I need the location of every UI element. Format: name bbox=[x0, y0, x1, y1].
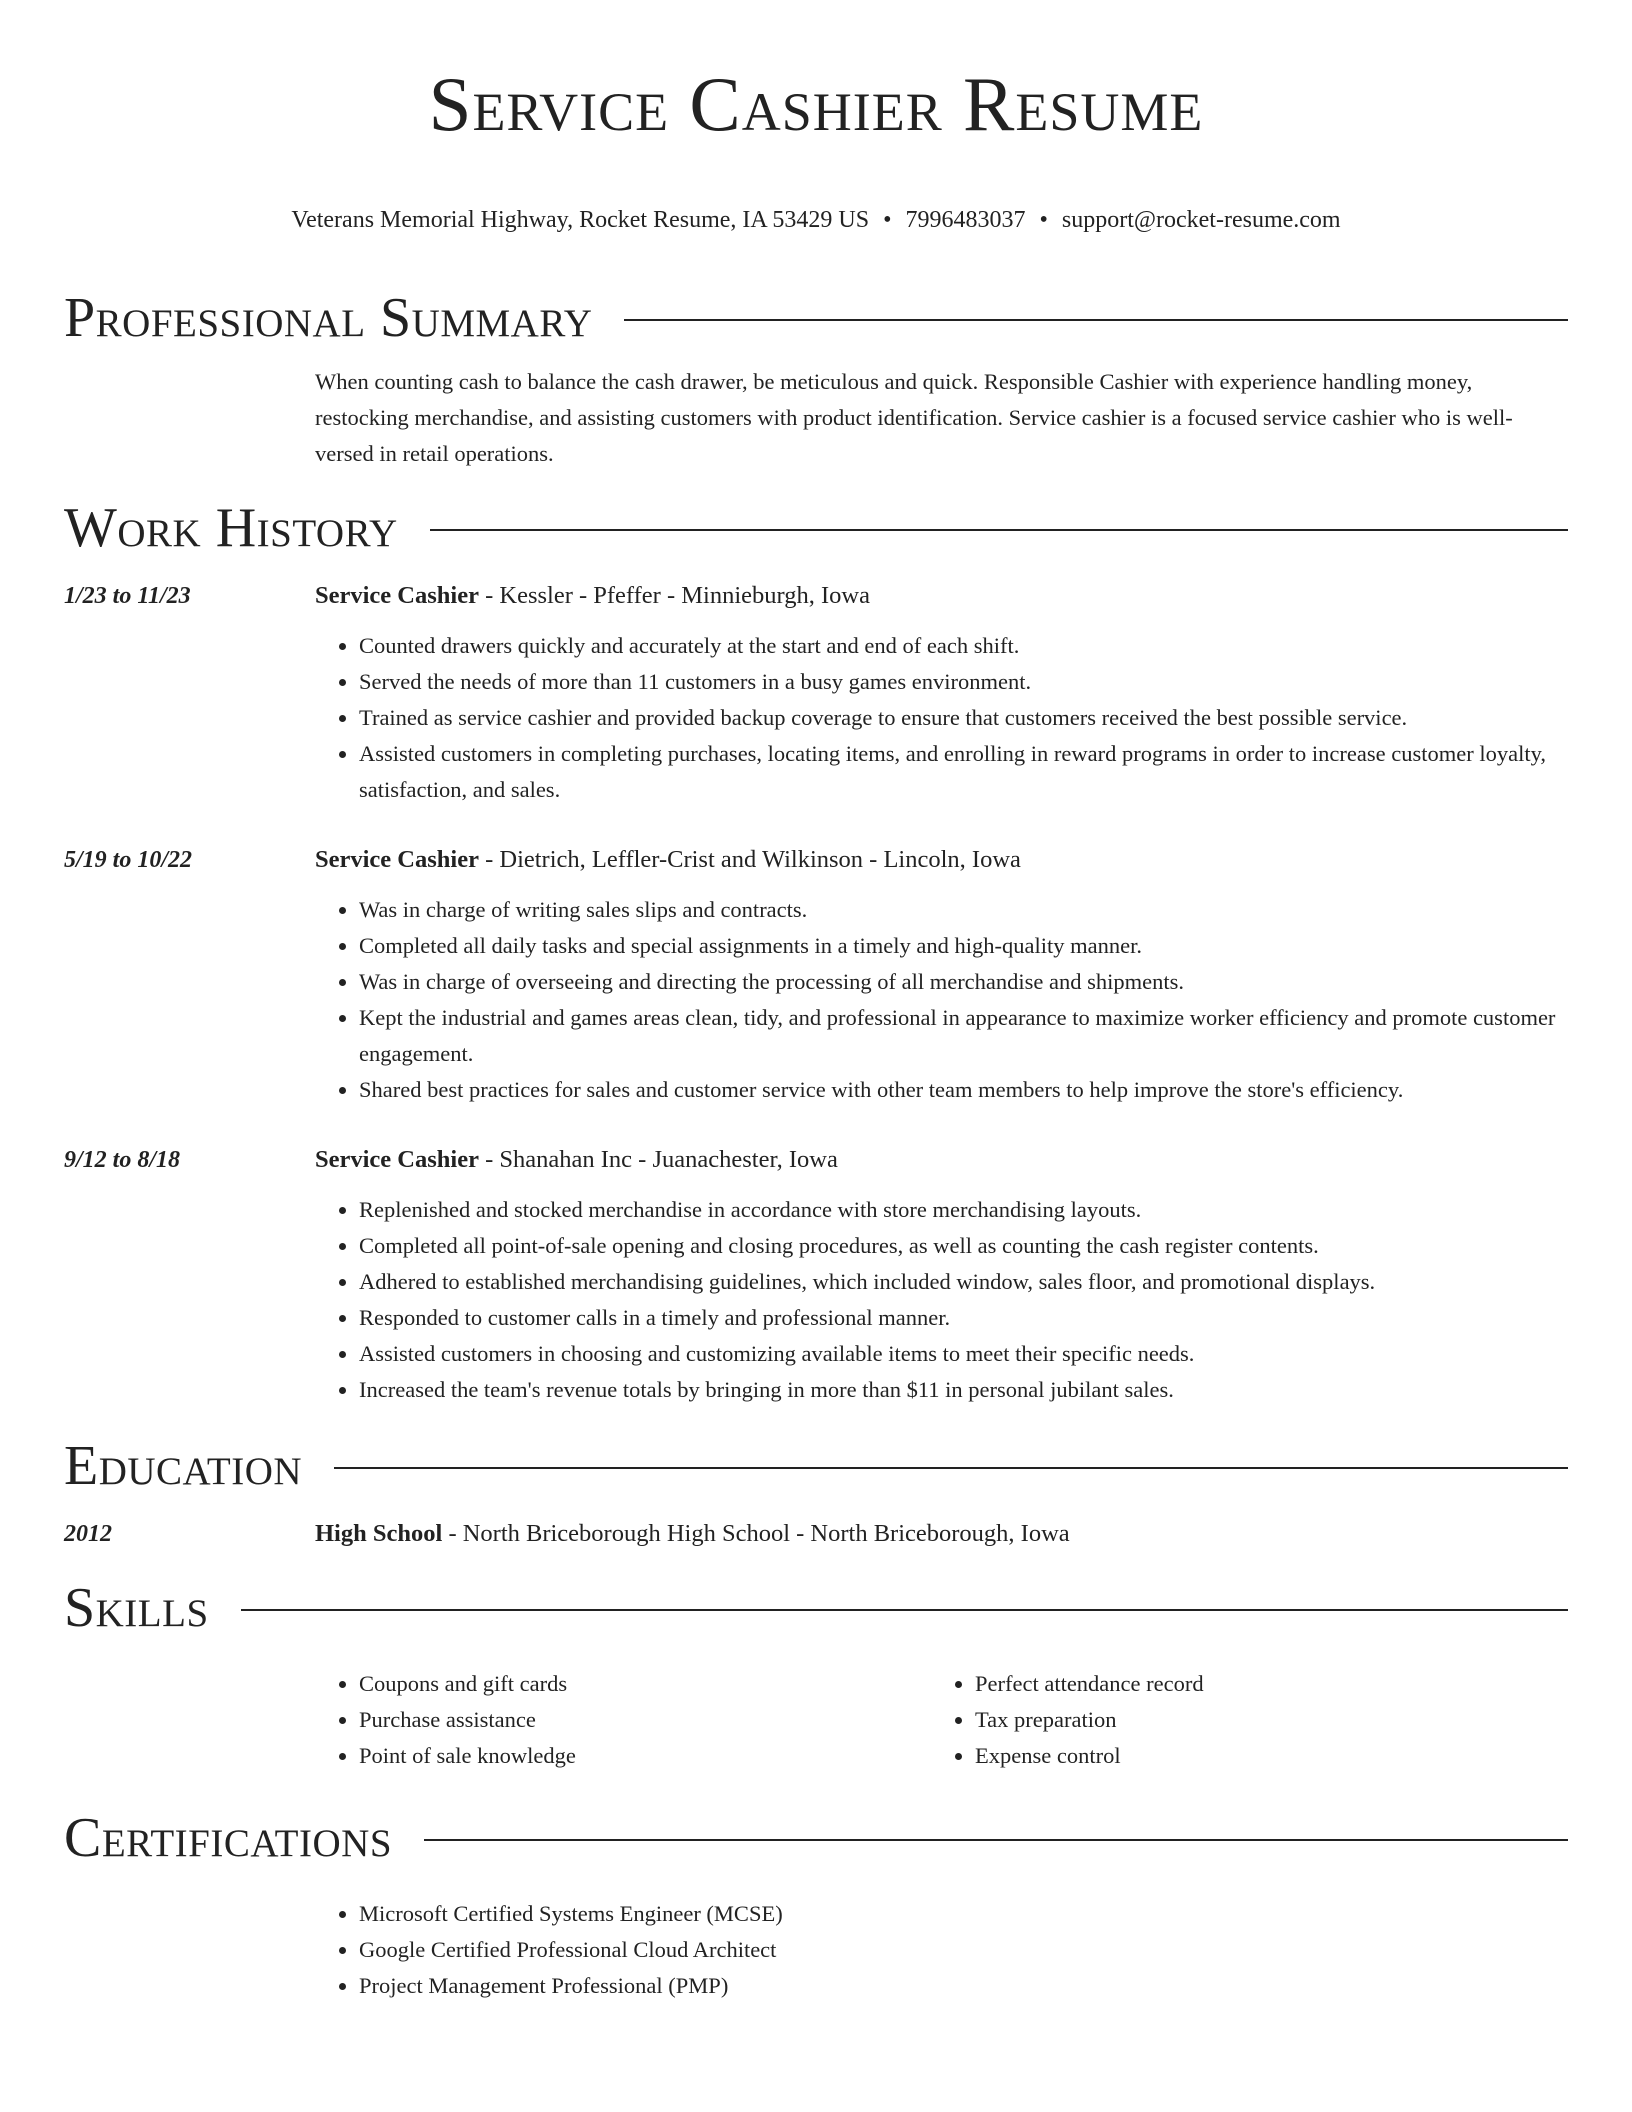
list-item: • Coupons and gift cards bbox=[359, 1666, 931, 1702]
list-item: • Completed all daily tasks and special assignments in a timely and high-quality manner. bbox=[359, 928, 1568, 964]
list-item: • Tax preparation bbox=[975, 1702, 1547, 1738]
section-title-skills: Skills bbox=[64, 1576, 209, 1639]
list-item: • Shared best practices for sales and customer service with other team members to help improve the store's efficiency. bbox=[359, 1072, 1568, 1108]
list-item: • Assisted customers in completing purchases, locating items, and enrolling in reward programs in order to increase customer loyalty, satisfaction, and sales. bbox=[359, 736, 1568, 808]
list-item: • Point of sale knowledge bbox=[359, 1738, 931, 1774]
job-details: - Dietrich, Leffler-Crist and Wilkinson - Lincoln, Iowa bbox=[478, 845, 1021, 873]
section-header-skills bbox=[64, 1572, 1568, 1644]
list-item: • Completed all point-of-sale opening and closing procedures, as well as counting the cash register contents. bbox=[359, 1228, 1568, 1264]
job-details: - Shanahan Inc - Juanachester, Iowa bbox=[478, 1145, 838, 1173]
job-bullets bbox=[315, 1192, 1568, 1408]
job-body bbox=[315, 842, 1568, 1108]
job-body bbox=[315, 1142, 1568, 1408]
job-entry bbox=[64, 1142, 1568, 1408]
list-item: • Trained as service cashier and provided backup coverage to ensure that customers received the best possible service. bbox=[359, 700, 1568, 736]
section-divider bbox=[424, 1839, 1568, 1841]
list-item: • Perfect attendance record bbox=[975, 1666, 1547, 1702]
list-item: • Purchase assistance bbox=[359, 1702, 931, 1738]
education-details: - North Briceborough High School - North Briceborough, Iowa bbox=[442, 1519, 1070, 1547]
section-divider bbox=[624, 319, 1568, 321]
contact-separator: • bbox=[1039, 206, 1048, 233]
summary-text: When counting cash to balance the cash drawer, be meticulous and quick. Responsible Cashier with experience handling money, restocking merchandise, and assisting customers with product identification. Service cashier is a focused service cashier who is well-versed in retail operations. bbox=[315, 368, 1513, 466]
list-item: • Kept the industrial and games areas clean, tidy, and professional in appearance to maximize worker efficiency and promote customer engagement. bbox=[359, 1000, 1568, 1072]
certifications-list bbox=[315, 1896, 1568, 2004]
list-item: • Adhered to established merchandising guidelines, which included window, sales floor, and promotional displays. bbox=[359, 1264, 1568, 1300]
job-title: Service Cashier bbox=[315, 845, 479, 873]
education-body bbox=[315, 1516, 1568, 1552]
section-title-work: Work History bbox=[64, 496, 398, 559]
education-date: 2012 bbox=[64, 1520, 112, 1547]
section-title-certifications: Certifications bbox=[64, 1806, 393, 1869]
contact-line bbox=[64, 204, 1568, 236]
education-title-line bbox=[315, 1516, 1568, 1552]
education-degree: High School bbox=[315, 1519, 443, 1547]
contact-separator: • bbox=[883, 206, 892, 233]
skills-list bbox=[315, 1666, 1568, 1774]
list-item: • Microsoft Certified Systems Engineer (MCSE) bbox=[359, 1896, 1568, 1932]
job-details: - Kessler - Pfeffer - Minnieburgh, Iowa bbox=[478, 581, 870, 609]
job-bullets bbox=[315, 892, 1568, 1108]
section-divider bbox=[241, 1609, 1568, 1611]
list-item: • Was in charge of overseeing and directing the processing of all merchandise and shipments. bbox=[359, 964, 1568, 1000]
list-item: • Served the needs of more than 11 customers in a busy games environment. bbox=[359, 664, 1568, 700]
list-item: • Counted drawers quickly and accurately at the start and end of each shift. bbox=[359, 628, 1568, 664]
section-divider bbox=[430, 529, 1568, 531]
section-header-certifications bbox=[64, 1802, 1568, 1874]
job-title: Service Cashier bbox=[315, 1145, 479, 1173]
section-header-summary bbox=[64, 282, 1568, 354]
contact-phone: 7996483037 bbox=[905, 206, 1026, 233]
list-item: • Responded to customer calls in a timely and professional manner. bbox=[359, 1300, 1568, 1336]
list-item: • Project Management Professional (PMP) bbox=[359, 1968, 1568, 2004]
section-title-education: Education bbox=[64, 1434, 303, 1497]
job-title-line bbox=[315, 1142, 1568, 1178]
section-header-education bbox=[64, 1430, 1568, 1502]
contact-email: support@rocket-resume.com bbox=[1061, 206, 1341, 233]
job-entry bbox=[64, 578, 1568, 808]
skills-column-left bbox=[315, 1666, 931, 1774]
list-item: • Expense control bbox=[975, 1738, 1547, 1774]
job-entry bbox=[64, 842, 1568, 1108]
section-header-work bbox=[64, 492, 1568, 564]
list-item: • Was in charge of writing sales slips and contracts. bbox=[359, 892, 1568, 928]
list-item: • Increased the team's revenue totals by bringing in more than $11 in personal jubilant sales. bbox=[359, 1372, 1568, 1408]
section-divider bbox=[334, 1467, 1568, 1469]
section-title-summary: Professional Summary bbox=[64, 286, 593, 349]
job-bullets bbox=[315, 628, 1568, 808]
resume-title: Service Cashier Resume bbox=[428, 61, 1204, 147]
job-date: 9/12 to 8/18 bbox=[64, 1146, 181, 1173]
job-title: Service Cashier bbox=[315, 581, 479, 609]
certifications-items bbox=[315, 1896, 1568, 2004]
job-date: 5/19 to 10/22 bbox=[64, 846, 193, 873]
list-item: • Assisted customers in choosing and customizing available items to meet their specific needs. bbox=[359, 1336, 1568, 1372]
job-title-line bbox=[315, 842, 1568, 878]
education-entry bbox=[64, 1516, 1568, 1552]
list-item: • Google Certified Professional Cloud Architect bbox=[359, 1932, 1568, 1968]
skills-column-right bbox=[931, 1666, 1547, 1774]
job-title-line bbox=[315, 578, 1568, 614]
resume-page bbox=[64, 0, 1568, 2004]
list-item: • Replenished and stocked merchandise in accordance with store merchandising layouts. bbox=[359, 1192, 1568, 1228]
job-date: 1/23 to 11/23 bbox=[64, 582, 191, 609]
contact-address: Veterans Memorial Highway, Rocket Resume, IA 53429 US bbox=[291, 206, 870, 233]
job-body bbox=[315, 578, 1568, 808]
